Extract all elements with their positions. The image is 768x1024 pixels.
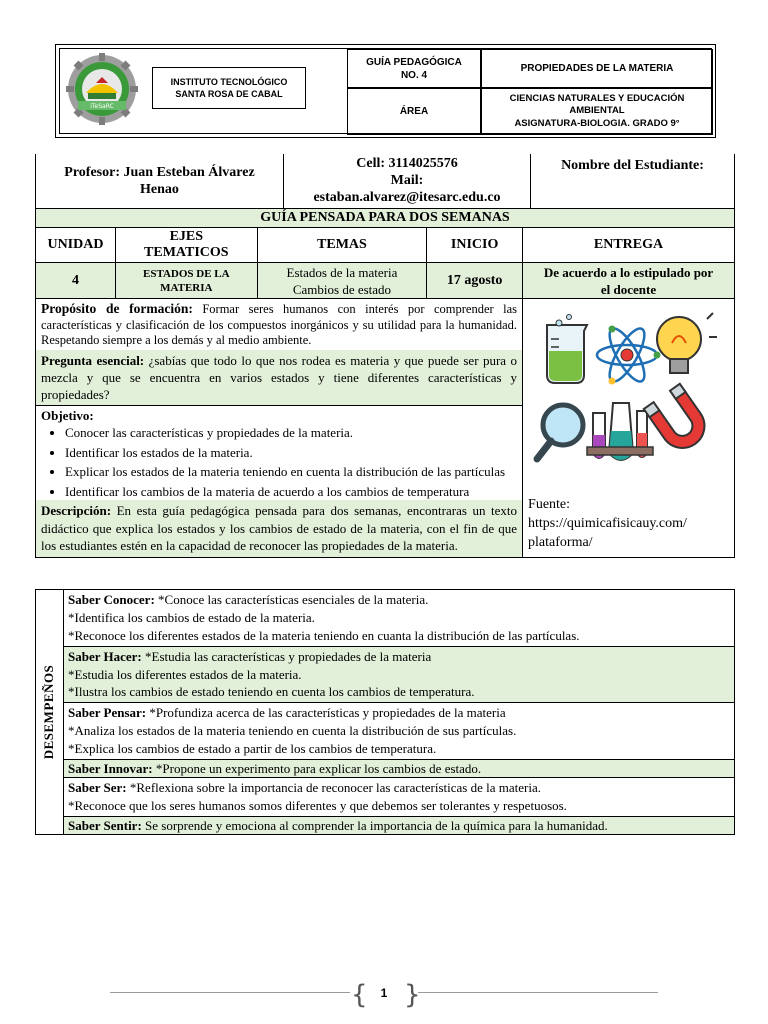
area-label: ÁREA — [399, 106, 429, 117]
desempenos-label: DESEMPEÑOS — [41, 664, 56, 760]
magnifying-glass-icon — [537, 405, 583, 459]
svg-text:iTeSaRC: iTeSaRC — [90, 103, 114, 110]
objetivo-item: • Explicar los estados de la materia teniendo en cuenta la distribución de las partículas — [65, 463, 517, 481]
saber-label: Saber Conocer: — [68, 592, 155, 607]
objetivo-list — [41, 424, 517, 500]
footer-rule-right — [418, 992, 658, 993]
header-inner-frame — [59, 48, 712, 134]
objetivo-item: • Identificar los cambios de la materia de acuerdo a los cambios de temperatura — [65, 483, 517, 501]
saber-hacer — [64, 647, 735, 703]
saber-label: Saber Hacer: — [68, 649, 142, 664]
proposito-text: Formar seres humanos con interés por comprender las características y clasificación de los compuestos inorgánicos y su utilidad para la humanidad. Respetando siempre a los demás y al medio ambiente. — [41, 302, 518, 347]
descripcion-block — [36, 500, 522, 557]
image-source-url-1: https://quimicafisicauy.com/ — [528, 516, 687, 531]
col-ejes — [115, 228, 257, 263]
objetivo-block — [36, 405, 522, 501]
pregunta-block — [36, 350, 522, 405]
student-name-label: Nombre del Estudiante: — [561, 158, 704, 173]
document-header — [55, 44, 716, 138]
saber-label: Saber Pensar: — [68, 704, 147, 720]
saber-line: *Identifica los cambios de estado de la materia. — [68, 610, 315, 625]
test-tubes-icon — [587, 403, 653, 460]
atom-icon — [597, 324, 661, 386]
institute-line-1: INSTITUTO TECNOLÓGICO — [170, 77, 288, 87]
saber-line: *Analiza los estados de la materia teniendo en cuenta la distribución de sus partículas. — [68, 722, 517, 738]
saber-line: *Reconoce los diferentes estados de la materia teniendo en cuanta la distribución de las partículas. — [68, 628, 580, 643]
objetivo-item: • Conocer las características y propiedades de la materia. — [65, 424, 517, 442]
area-line-2: AMBIENTAL — [569, 105, 625, 117]
mail-label: Mail: — [390, 173, 424, 189]
science-illustration — [529, 303, 719, 483]
col-inicio: INICIO — [427, 228, 523, 263]
col-ejes-line-2: TEMATICOS — [144, 245, 229, 260]
saber-line: *Explica los cambios de estado a partir de los cambios de temperatura. — [68, 740, 437, 756]
institute-line-2: SANTA ROSA DE CABAL — [175, 89, 283, 99]
contact-table — [35, 154, 735, 209]
professor-line-2: Henao — [140, 181, 179, 197]
row-temas-line-1: Estados de la materia — [286, 264, 398, 280]
row-ejes — [115, 263, 257, 299]
school-logo — [66, 53, 138, 125]
pregunta-text: ¿sabías que todo lo que nos rodea es materia y que puede ser pura o mezcla y que se encuentra en varios estados y tiene diferentes características y propiedades? — [41, 352, 518, 402]
guide-number-cell — [347, 49, 481, 88]
beaker-icon — [547, 315, 587, 384]
col-entrega: ENTREGA — [523, 228, 735, 263]
col-unidad: UNIDAD — [36, 228, 116, 263]
saber-line: *Estudia los diferentes estados de la materia. — [68, 666, 302, 682]
saber-line: *Reflexiona sobre la importancia de reconocer las características de la materia. — [126, 779, 541, 795]
row-temas-line-2: Cambios de estado — [292, 281, 392, 297]
plan-banner — [36, 209, 735, 228]
area-value-cell — [481, 88, 713, 135]
desempenos-table — [35, 589, 735, 835]
footer-brace-left: { — [351, 980, 368, 1010]
professor-line-1: Profesor: Juan Esteban Álvarez — [64, 164, 255, 180]
saber-line: *Ilustra los cambios de estado teniendo en cuenta los cambios de temperatura. — [68, 684, 475, 699]
professor-cell — [36, 154, 284, 208]
saber-line: *Conoce las características esenciales de la materia. — [154, 592, 429, 607]
area-label-cell — [347, 88, 481, 135]
institute-name — [152, 67, 306, 109]
row-unidad: 4 — [36, 263, 116, 299]
illustration-cell — [523, 299, 735, 558]
proposito-block — [36, 299, 522, 350]
guide-label: GUÍA PEDAGÓGICA — [366, 56, 462, 68]
image-source-url-2: plataforma/ — [528, 535, 593, 550]
saber-innovar — [64, 759, 735, 777]
content-cell — [36, 299, 523, 558]
saber-conocer — [64, 590, 735, 647]
guide-title: PROPIEDADES DE LA MATERIA — [520, 63, 674, 74]
cell-number: Cell: 3114025576 — [356, 156, 458, 172]
row-entrega-line-1: De acuerdo a lo estipulado por — [543, 264, 714, 280]
row-ejes-line-2: MATERIA — [160, 281, 213, 294]
proposito-label: Propósito de formación: — [41, 301, 193, 316]
saber-line: Se sorprende y emociona al comprender la importancia de la química para la humanidad. — [141, 817, 608, 833]
saber-line: *Reconoce que los seres humanos somos diferentes y que debemos ser tolerantes y respetuosos. — [68, 797, 567, 813]
saber-pensar — [64, 702, 735, 759]
row-temas — [257, 263, 427, 299]
footer-rule-left — [110, 992, 350, 993]
page-number: 1 — [380, 986, 388, 1000]
descripcion-text: En esta guía pedagógica pensada para dos semanas, encontraras un texto didáctico que explica los estados y los cambios de estado de la materia, con el fin de que los estudiantes estén en la capacidad de reconocer las propiedades de la materia. — [41, 503, 518, 553]
row-entrega-line-2: el docente — [600, 281, 657, 297]
mail-address: estaban.alvarez@itesarc.edu.co — [313, 190, 501, 206]
objetivo-label: Objetivo: — [41, 407, 94, 423]
guide-number: NO. 4 — [400, 69, 428, 81]
image-source-label: Fuente: — [528, 497, 571, 512]
saber-ser — [64, 777, 735, 816]
plan-banner-text: GUÍA PENSADA PARA DOS SEMANAS — [260, 210, 510, 225]
row-ejes-line-1: ESTADOS DE LA — [142, 267, 230, 280]
saber-line: *Estudia las características y propiedades de la materia — [141, 649, 432, 664]
area-line-1: CIENCIAS NATURALES Y EDUCACIÓN — [509, 92, 685, 104]
student-name-cell — [531, 154, 735, 208]
saber-label: Saber Ser: — [68, 779, 127, 795]
guide-table — [35, 208, 735, 558]
saber-line: *Propone un experimento para explicar los cambios de estado. — [152, 760, 482, 776]
magnet-icon — [644, 384, 713, 457]
row-inicio: 17 agosto — [427, 263, 523, 299]
objetivo-item: • Identificar los estados de la materia. — [65, 444, 517, 462]
footer-brace-right: } — [404, 980, 421, 1010]
col-temas: TEMAS — [257, 228, 427, 263]
desempenos-label-cell — [36, 590, 64, 835]
row-entrega — [523, 263, 735, 299]
guide-title-cell — [481, 49, 713, 88]
image-source — [528, 495, 687, 552]
contact-cell — [284, 154, 531, 208]
saber-sentir — [64, 816, 735, 834]
pregunta-label: Pregunta esencial: — [41, 352, 145, 368]
area-line-3: ASIGNATURA-BIOLOGIA. GRADO 9° — [514, 117, 680, 129]
light-bulb-icon — [657, 313, 717, 373]
col-ejes-line-1: EJES — [169, 229, 204, 244]
descripcion-label: Descripción: — [41, 503, 112, 518]
saber-label: Saber Innovar: — [68, 760, 153, 776]
saber-line: *Profundiza acerca de las características y propiedades de la materia — [146, 704, 506, 720]
saber-label: Saber Sentir: — [68, 817, 142, 833]
